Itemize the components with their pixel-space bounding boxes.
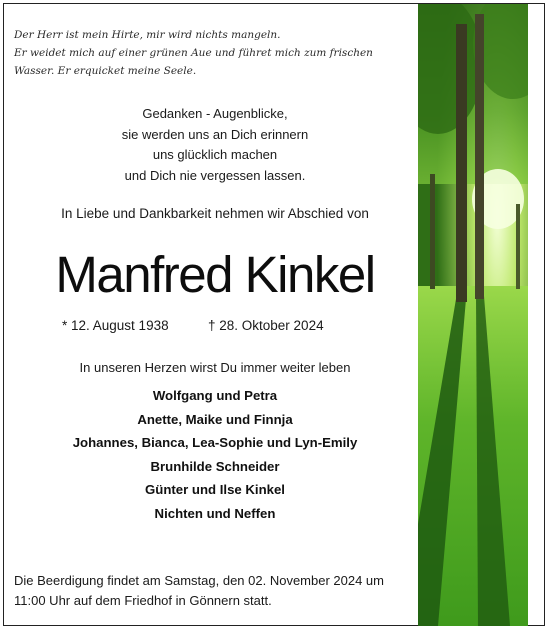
mourner-entry: Johannes, Bianca, Lea-Sophie und Lyn-Emily: [72, 435, 358, 451]
tree-trunk-back: [430, 174, 435, 289]
funeral-line: 11:00 Uhr auf dem Friedhof in Gönnern statt.: [14, 593, 272, 608]
park-trees-photo: [418, 4, 528, 626]
mourner-entry: Brunhilde Schneider: [150, 458, 280, 474]
psalm-quote: [14, 26, 394, 80]
mourners-list: [20, 384, 410, 526]
death-date: † 28. Oktober 2024: [208, 318, 324, 333]
tree-trunk-far: [516, 204, 520, 289]
poem-line: sie werden uns an Dich erinnern: [121, 126, 309, 142]
funeral-info: [14, 571, 414, 611]
poem: [30, 104, 400, 186]
funeral-line: Die Beerdigung findet am Samstag, den 02. November 2024 um: [14, 573, 384, 588]
tree-trunk-left: [456, 24, 467, 302]
birth-date: * 12. August 1938: [62, 318, 169, 333]
poem-line: uns glücklich machen: [152, 147, 278, 162]
mourner-entry: Nichten und Neffen: [154, 505, 276, 521]
psalm-line: Er weidet mich auf einer grünen Aue und führet mich zum frischen: [14, 47, 373, 59]
mourner-entry: Anette, Maike und Finnja: [137, 411, 293, 427]
mourner-entry: Wolfgang und Petra: [152, 388, 278, 403]
psalm-line: Der Herr ist mein Hirte, mir wird nichts mangeln.: [14, 29, 281, 41]
farewell-intro: In Liebe und Dankbarkeit nehmen wir Abschied von: [61, 206, 369, 221]
park-trees-illustration: [418, 4, 528, 626]
deceased-name: Manfred Kinkel: [55, 246, 375, 303]
remembrance-line: In unseren Herzen wirst Du immer weiter leben: [79, 360, 351, 375]
psalm-line: Wasser. Er erquicket meine Seele.: [14, 65, 197, 77]
mourner-entry: Günter und Ilse Kinkel: [145, 482, 285, 498]
poem-line: und Dich nie vergessen lassen.: [124, 167, 306, 183]
poem-line: Gedanken - Augenblicke,: [142, 106, 288, 121]
tree-trunk-right: [475, 14, 484, 299]
